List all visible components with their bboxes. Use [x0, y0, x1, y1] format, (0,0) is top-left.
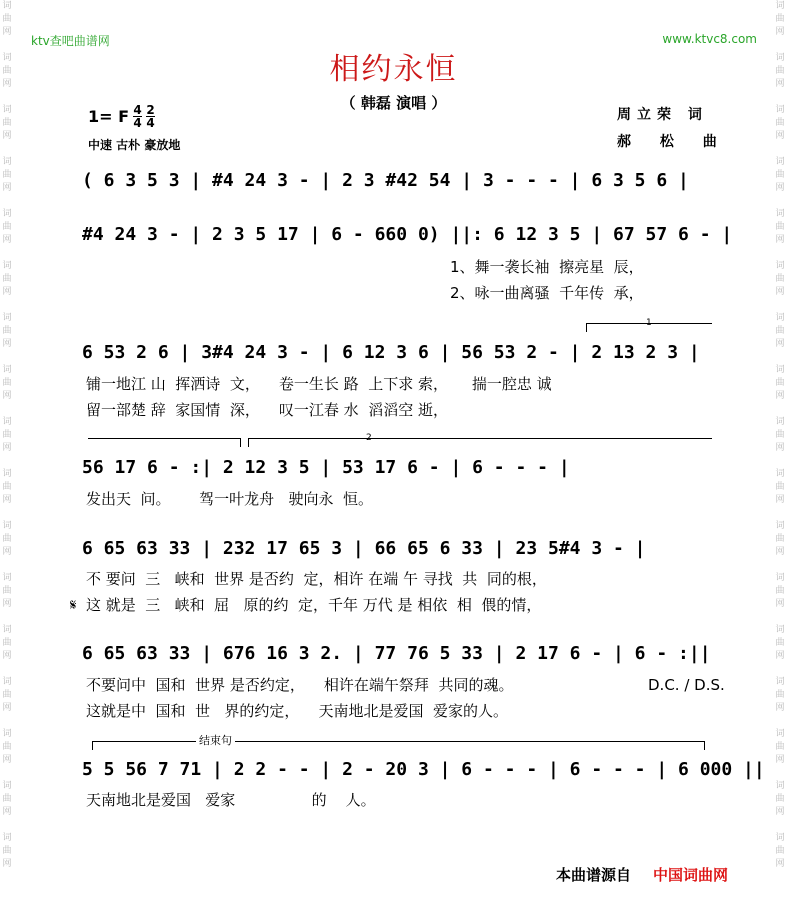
watermark-char: 词 — [2, 365, 12, 375]
watermark-char: 网 — [775, 339, 785, 349]
watermark-char: 词 — [775, 625, 785, 635]
watermark-char: 网 — [2, 599, 12, 609]
volta-2-number: 2 — [366, 433, 372, 443]
time-signature-1: $\frac{4}{4}$ — [133, 103, 142, 130]
watermark-char: 曲 — [775, 14, 785, 24]
footer-source — [556, 864, 728, 885]
watermark-char: 网 — [2, 339, 12, 349]
watermark-char: 词 — [2, 677, 12, 687]
watermark-char: 曲 — [775, 638, 785, 648]
watermark-char: 曲 — [2, 586, 12, 596]
key-signature: 1= F — [88, 107, 130, 126]
footer-source-label: 本曲谱源自 — [556, 866, 632, 884]
watermark-char: 曲 — [775, 534, 785, 544]
watermark-char: 网 — [2, 131, 12, 141]
watermark-char: 曲 — [775, 482, 785, 492]
watermark-char: 网 — [775, 599, 785, 609]
watermark-char: 词 — [2, 781, 12, 791]
watermark-char: 词 — [775, 573, 785, 583]
watermark-char: 词 — [775, 365, 785, 375]
segno-sign: 𝄋 — [70, 596, 77, 614]
watermark-char: 词 — [775, 313, 785, 323]
watermark-char: 曲 — [775, 274, 785, 284]
watermark-char: 网 — [775, 131, 785, 141]
watermark-char: 词 — [2, 53, 12, 63]
left-margin-watermark — [0, 0, 14, 912]
watermark-char: 网 — [775, 807, 785, 817]
volta-1-end-tick — [240, 438, 241, 447]
lyric-row5-a: 不 要问 三 峡和 世界 是否约 定，相许 在端 午 寻找 共 同的根， — [86, 570, 547, 588]
volta-1-continuation — [88, 438, 240, 439]
notation-row-4: 56 17 6 - :| 2 12 3 5 | 53 17 6 - | 6 - - - | — [82, 457, 570, 478]
watermark-char: 词 — [2, 417, 12, 427]
watermark-char: 曲 — [775, 690, 785, 700]
lyric-row3-verse2: 留一部楚 辞 家国情 深， 叹一江春 水 滔滔空 逝， — [86, 401, 448, 419]
watermark-char: 词 — [2, 209, 12, 219]
watermark-char: 词 — [2, 1, 12, 11]
watermark-char: 网 — [775, 703, 785, 713]
coda-end-tick — [704, 741, 705, 750]
watermark-char: 网 — [2, 755, 12, 765]
lyric-verse2-a: 2、咏一曲离骚 千年传 承， — [450, 284, 644, 302]
watermark-char: 词 — [775, 521, 785, 531]
watermark-char: 网 — [2, 27, 12, 37]
watermark-char: 曲 — [2, 66, 12, 76]
notation-row-5: 6 65 63 33 | 232 17 65 3 | 66 65 6 33 | 23 5#4 3 - | — [82, 538, 646, 559]
watermark-char: 词 — [775, 417, 785, 427]
notation-row-6: 6 65 63 33 | 676 16 3 2. | 77 76 5 33 | 2 17 6 - | 6 - :|| — [82, 643, 711, 664]
site-url-right: www.ktvc8.com — [662, 32, 757, 46]
watermark-char: 网 — [775, 27, 785, 37]
watermark-char: 词 — [775, 105, 785, 115]
watermark-char: 曲 — [2, 222, 12, 232]
watermark-char: 网 — [2, 391, 12, 401]
time-signature-2: $\frac{2}{4}$ — [146, 103, 155, 130]
coda-start-tick — [92, 741, 93, 750]
watermark-char: 词 — [775, 781, 785, 791]
lyric-row3-verse1: 铺一地江 山 挥洒诗 文， 卷一生长 路 上下求 索， 揣一腔忠 诚 — [86, 375, 552, 393]
watermark-char: 曲 — [775, 66, 785, 76]
watermark-char: 网 — [2, 859, 12, 869]
watermark-char: 词 — [2, 313, 12, 323]
lyric-verse1-a: 1、舞一袭长袖 擦亮星 辰， — [450, 258, 644, 276]
watermark-char: 曲 — [775, 222, 785, 232]
footer-site-name: 中国词曲网 — [653, 866, 729, 884]
watermark-char: 词 — [775, 833, 785, 843]
lyric-row7: 天南地北是爱国 爱家 的 人。 — [86, 791, 376, 809]
watermark-char: 曲 — [775, 118, 785, 128]
watermark-char: 曲 — [775, 430, 785, 440]
watermark-char: 曲 — [775, 170, 785, 180]
watermark-char: 曲 — [2, 846, 12, 856]
watermark-char: 网 — [775, 183, 785, 193]
watermark-char: 曲 — [2, 482, 12, 492]
watermark-char: 网 — [2, 443, 12, 453]
watermark-char: 网 — [2, 703, 12, 713]
watermark-char: 词 — [2, 625, 12, 635]
watermark-char: 网 — [775, 651, 785, 661]
watermark-char: 词 — [775, 261, 785, 271]
watermark-char: 曲 — [2, 14, 12, 24]
watermark-char: 网 — [775, 287, 785, 297]
watermark-char: 词 — [2, 261, 12, 271]
watermark-char: 曲 — [2, 378, 12, 388]
watermark-char: 网 — [2, 79, 12, 89]
lyric-row5-b: 这 就是 三 峡和 屈 原的约 定，千年 万代 是 相依 相 偎的情， — [86, 596, 542, 614]
watermark-char: 曲 — [2, 638, 12, 648]
right-margin-watermark — [773, 0, 787, 912]
watermark-char: 曲 — [2, 430, 12, 440]
watermark-char: 词 — [775, 469, 785, 479]
lyric-row6-a: 不要问中 国和 世界 是否约定， 相许在端午祭拜 共同的魂。 — [86, 676, 514, 694]
watermark-char: 曲 — [2, 274, 12, 284]
notation-row-3: 6 53 2 6 | 3#4 24 3 - | 6 12 3 6 | 56 53 2 - | 2 13 2 3 | — [82, 342, 700, 363]
watermark-char: 曲 — [2, 742, 12, 752]
watermark-char: 网 — [775, 755, 785, 765]
watermark-char: 网 — [775, 235, 785, 245]
watermark-char: 网 — [2, 287, 12, 297]
watermark-char: 词 — [775, 209, 785, 219]
tempo-marking: 中速 古朴 豪放地 — [88, 138, 181, 152]
watermark-char: 词 — [2, 157, 12, 167]
volta-2-bracket — [248, 438, 712, 439]
watermark-char: 曲 — [2, 170, 12, 180]
coda-label: 结束句 — [196, 736, 235, 746]
notation-row-1: ( 6 3 5 3 | #4 24 3 - | 2 3 #42 54 | 3 - - - | 6 3 5 6 | — [82, 170, 689, 191]
watermark-char: 曲 — [775, 326, 785, 336]
watermark-char: 网 — [2, 235, 12, 245]
lyric-row4: 发出天 问。 驾一叶龙舟 驶向永 恒。 — [86, 490, 373, 508]
site-name-left: ktv查吧曲谱网 — [31, 34, 110, 48]
watermark-char: 词 — [2, 573, 12, 583]
watermark-char: 曲 — [2, 794, 12, 804]
watermark-char: 曲 — [775, 846, 785, 856]
watermark-char: 网 — [775, 443, 785, 453]
watermark-char: 网 — [2, 495, 12, 505]
watermark-char: 词 — [775, 157, 785, 167]
notation-row-7: 5 5 56 7 71 | 2 2 - - | 2 - 20 3 | 6 - - - | 6 - - - | 6 000 || — [82, 759, 765, 780]
watermark-char: 网 — [775, 859, 785, 869]
singer-credit: （ 韩磊 演唱 ） — [340, 94, 447, 112]
watermark-char: 网 — [775, 391, 785, 401]
watermark-char: 曲 — [2, 534, 12, 544]
notation-row-2: #4 24 3 - | 2 3 5 17 | 6 - 660 0) ||: 6 12 3 5 | 67 57 6 - | — [82, 224, 733, 245]
volta-2-tick — [248, 438, 249, 447]
watermark-char: 词 — [2, 729, 12, 739]
watermark-char: 网 — [2, 547, 12, 557]
watermark-char: 网 — [775, 79, 785, 89]
watermark-char: 曲 — [775, 742, 785, 752]
watermark-char: 网 — [775, 547, 785, 557]
dc-ds-marking: D.C. / D.S. — [648, 676, 725, 694]
watermark-char: 曲 — [2, 326, 12, 336]
composer-credit: 郝 松 曲 — [617, 134, 729, 150]
watermark-char: 曲 — [775, 794, 785, 804]
song-title: 相约永恒 — [329, 52, 458, 87]
watermark-char: 词 — [2, 833, 12, 843]
watermark-char: 曲 — [2, 690, 12, 700]
lyric-row6-b: 这就是中 国和 世 界的约定， 天南地北是爱国 爱家的人。 — [86, 702, 508, 720]
watermark-char: 词 — [775, 1, 785, 11]
watermark-char: 曲 — [775, 586, 785, 596]
key-and-meter — [88, 104, 155, 129]
lyricist-credit: 周立荣 词 — [617, 107, 708, 123]
watermark-char: 网 — [2, 651, 12, 661]
watermark-char: 曲 — [2, 118, 12, 128]
volta-1-tick — [586, 323, 587, 332]
watermark-char: 网 — [2, 183, 12, 193]
watermark-char: 网 — [775, 495, 785, 505]
watermark-char: 词 — [775, 729, 785, 739]
coda-bracket — [92, 741, 704, 742]
watermark-char: 词 — [775, 677, 785, 687]
watermark-char: 曲 — [775, 378, 785, 388]
watermark-char: 词 — [2, 469, 12, 479]
watermark-char: 词 — [2, 105, 12, 115]
watermark-char: 词 — [2, 521, 12, 531]
watermark-char: 词 — [775, 53, 785, 63]
volta-1-number: 1 — [646, 318, 652, 328]
watermark-char: 网 — [2, 807, 12, 817]
